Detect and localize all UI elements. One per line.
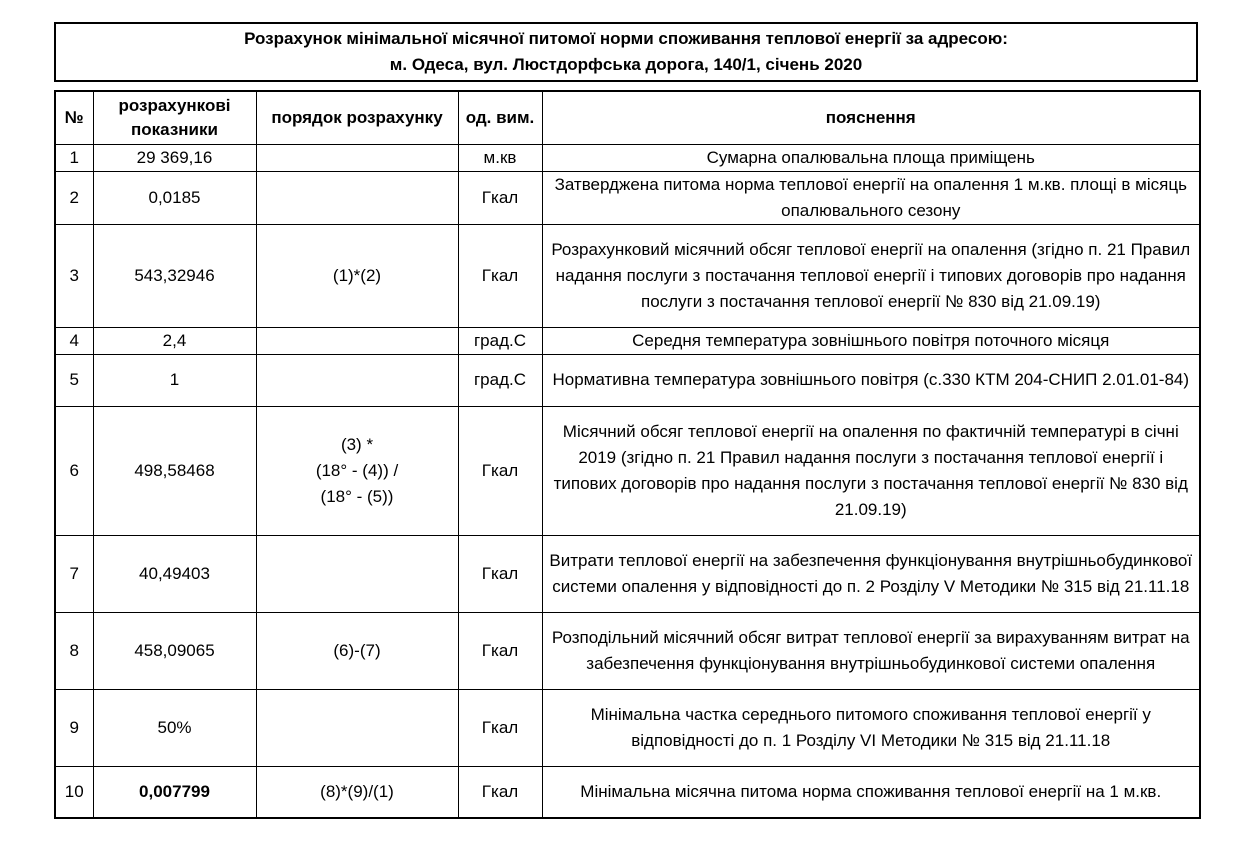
row-unit: Гкал (458, 689, 542, 766)
row-value: 0,007799 (93, 766, 256, 818)
row-unit: Гкал (458, 612, 542, 689)
table-row (55, 612, 1200, 689)
row-explanation: Середня температура зовнішнього повітря поточного місяця (542, 327, 1200, 354)
header-unit: од. вим. (458, 91, 542, 144)
row-value: 498,58468 (93, 406, 256, 535)
row-value: 2,4 (93, 327, 256, 354)
row-value: 0,0185 (93, 171, 256, 224)
table-row (55, 327, 1200, 354)
row-explanation: Мінімальна частка середнього питомого споживання теплової енергії у відповідності до п. 1 Розділу VI Методики № 315 від 21.11.18 (542, 689, 1200, 766)
row-unit: град.С (458, 354, 542, 406)
title-line-1: Розрахунок мінімальної місячної питомої норми споживання теплової енергії за адресою: (244, 29, 1008, 48)
row-num: 5 (55, 354, 93, 406)
table-row (55, 766, 1200, 818)
row-formula: (3) * (18° - (4)) / (18° - (5)) (256, 406, 458, 535)
row-formula: (8)*(9)/(1) (256, 766, 458, 818)
row-value: 458,09065 (93, 612, 256, 689)
row-value: 50% (93, 689, 256, 766)
row-formula (256, 354, 458, 406)
row-explanation: Місячний обсяг теплової енергії на опалення по фактичній температурі в січні 2019 (згідно п. 21 Правил надання послуги з постачання теплової енергії і типових договорів про надання послуги з постачання теплової енергії № 830 від 21.09.19) (542, 406, 1200, 535)
table-row (55, 406, 1200, 535)
table-row (55, 171, 1200, 224)
row-explanation: Витрати теплової енергії на забезпечення функціонування внутрішньобудинкової системи опалення у відповідності до п. 2 Розділу V Методики № 315 від 21.11.18 (542, 535, 1200, 612)
header-order: порядок розрахунку (256, 91, 458, 144)
document-title (54, 22, 1198, 82)
row-num: 10 (55, 766, 93, 818)
row-num: 3 (55, 224, 93, 327)
row-unit: м.кв (458, 144, 542, 171)
row-num: 1 (55, 144, 93, 171)
row-formula (256, 535, 458, 612)
row-value: 1 (93, 354, 256, 406)
row-explanation: Розподільний місячний обсяг витрат теплової енергії за вирахуванням витрат на забезпечення функціонування внутрішньобудинкової системи опалення (542, 612, 1200, 689)
header-indicators: розрахункові показники (93, 91, 256, 144)
row-num: 4 (55, 327, 93, 354)
row-value: 40,49403 (93, 535, 256, 612)
row-explanation: Затверджена питома норма теплової енергії на опалення 1 м.кв. площі в місяць опалювального сезону (542, 171, 1200, 224)
header-explanation: пояснення (542, 91, 1200, 144)
row-num: 8 (55, 612, 93, 689)
row-unit: Гкал (458, 224, 542, 327)
table-row (55, 354, 1200, 406)
row-unit: Гкал (458, 535, 542, 612)
title-line-2: м. Одеса, вул. Люстдорфська дорога, 140/1, січень 2020 (389, 55, 863, 74)
row-formula: (1)*(2) (256, 224, 458, 327)
row-formula (256, 144, 458, 171)
row-unit: град.С (458, 327, 542, 354)
table-row (55, 535, 1200, 612)
calculation-table (54, 90, 1201, 819)
table-row (55, 689, 1200, 766)
row-formula (256, 171, 458, 224)
row-formula (256, 689, 458, 766)
row-formula (256, 327, 458, 354)
row-formula: (6)-(7) (256, 612, 458, 689)
row-value: 29 369,16 (93, 144, 256, 171)
row-num: 9 (55, 689, 93, 766)
row-num: 2 (55, 171, 93, 224)
row-unit: Гкал (458, 171, 542, 224)
row-num: 7 (55, 535, 93, 612)
table-row (55, 224, 1200, 327)
table-row (55, 144, 1200, 171)
header-num: № (55, 91, 93, 144)
row-num: 6 (55, 406, 93, 535)
row-explanation: Мінімальна місячна питома норма споживання теплової енергії на 1 м.кв. (542, 766, 1200, 818)
row-explanation: Розрахунковий місячний обсяг теплової енергії на опалення (згідно п. 21 Правил надання послуги з постачання теплової енергії і типових договорів про надання послуги з постачання теплової енергії № 830 від 21.09.19) (542, 224, 1200, 327)
table-header-row (55, 91, 1200, 144)
row-unit: Гкал (458, 766, 542, 818)
row-unit: Гкал (458, 406, 542, 535)
row-explanation: Нормативна температура зовнішнього повітря (с.330 КТМ 204-СНИП 2.01.01-84) (542, 354, 1200, 406)
row-explanation: Сумарна опалювальна площа приміщень (542, 144, 1200, 171)
row-value: 543,32946 (93, 224, 256, 327)
